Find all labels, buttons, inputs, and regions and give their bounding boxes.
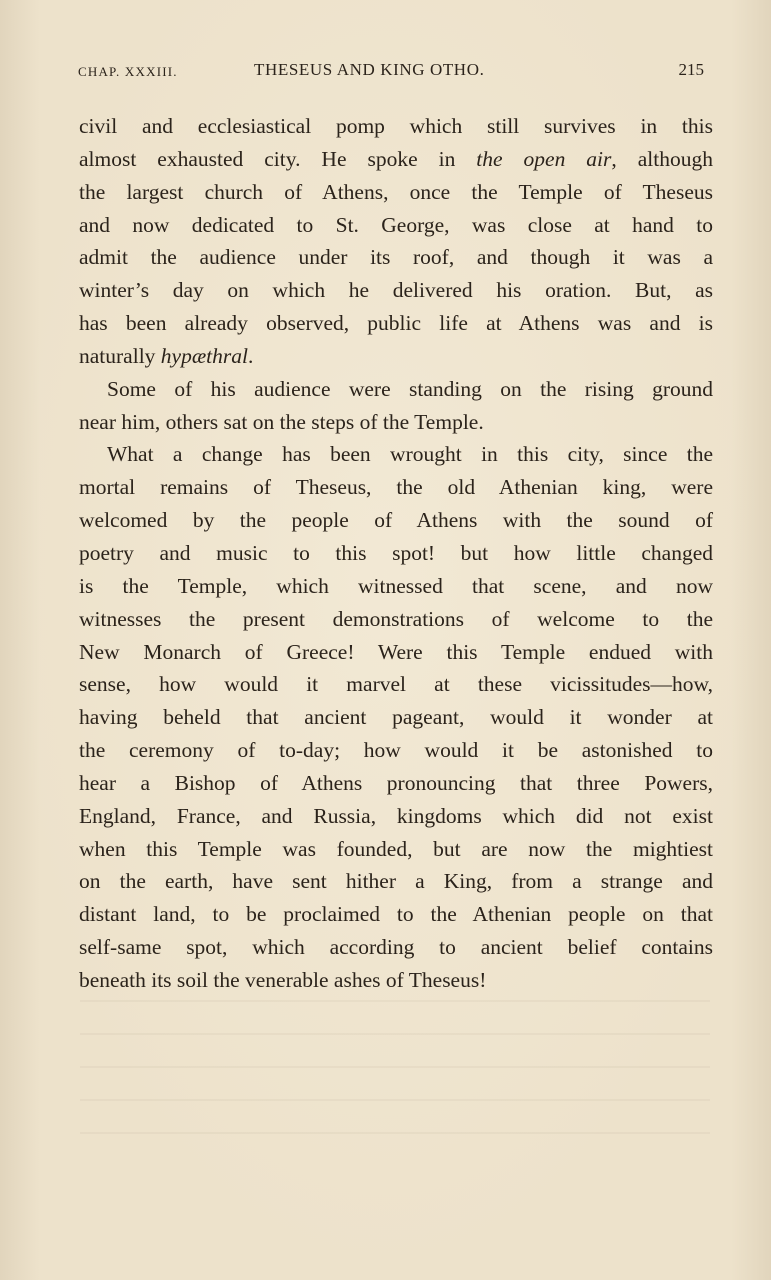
text-line	[79, 110, 713, 143]
text-run: almost exhausted city. He spoke in	[79, 146, 477, 171]
page-number: 215	[678, 60, 704, 79]
text-line	[79, 734, 713, 767]
text-line	[79, 865, 713, 898]
text-line	[79, 438, 713, 471]
text-run: sense, how would it marvel at these vicissitudes—how,	[79, 672, 713, 697]
italic-run: hypæthral	[160, 343, 248, 368]
text-line	[79, 471, 713, 504]
italic-run: the open air	[476, 146, 612, 171]
text-line	[79, 603, 713, 636]
text-line	[79, 931, 713, 964]
text-line	[79, 209, 713, 242]
body-text	[79, 110, 713, 997]
show-through-text	[80, 1000, 710, 1140]
text-run: , although	[611, 146, 713, 171]
text-line	[79, 668, 713, 701]
text-run: distant land, to be proclaimed to the Athenian people on that	[79, 902, 713, 927]
text-line	[79, 143, 713, 176]
text-line	[79, 504, 713, 537]
text-line	[79, 373, 713, 406]
chapter-label: CHAP. XXXIII.	[78, 64, 178, 79]
text-line	[79, 406, 713, 439]
text-line	[79, 636, 713, 669]
text-run: winter’s day on which he delivered his oration. But, as	[79, 278, 713, 303]
text-run: on the earth, have sent hither a King, from a strange and	[79, 869, 713, 894]
text-line	[79, 833, 713, 866]
text-run: England, France, and Russia, kingdoms which did not exist	[79, 803, 713, 828]
running-title: THESEUS AND KING OTHO.	[254, 60, 485, 79]
text-line	[79, 340, 713, 373]
text-run: near him, others sat on the steps of the Temple.	[79, 409, 484, 434]
text-run: New Monarch of Greece! Were this Temple endued with	[79, 639, 713, 664]
text-run: self-same spot, which according to ancient belief contains	[79, 935, 713, 960]
text-run: What a change has been wrought in this city, since the	[107, 442, 713, 467]
text-run: civil and ecclesiastical pomp which still survives in this	[79, 114, 713, 138]
text-run: welcomed by the people of Athens with the sound of	[79, 508, 713, 533]
text-line	[79, 176, 713, 209]
text-run: when this Temple was founded, but are now the mightiest	[79, 836, 713, 861]
text-line	[79, 701, 713, 734]
text-run: hear a Bishop of Athens pronouncing that three Powers,	[79, 770, 713, 795]
text-line	[79, 537, 713, 570]
text-run: poetry and music to this spot! but how little changed	[79, 540, 713, 565]
text-run: has been already observed, public life at Athens was and is	[79, 311, 713, 336]
text-run: and now dedicated to St. George, was close at hand to	[79, 212, 713, 237]
text-line	[79, 898, 713, 931]
text-line	[79, 767, 713, 800]
text-line	[79, 307, 713, 340]
text-line	[79, 800, 713, 833]
text-run: the largest church of Athens, once the Temple of Theseus	[79, 179, 713, 204]
text-run: is the Temple, which witnessed that scene, and now	[79, 573, 713, 598]
text-run: admit the audience under its roof, and though it was a	[79, 245, 713, 270]
running-header	[78, 58, 704, 88]
text-line	[79, 964, 713, 997]
text-run: .	[248, 343, 254, 368]
text-run: mortal remains of Theseus, the old Athenian king, were	[79, 475, 713, 500]
text-line	[79, 241, 713, 274]
text-run: having beheld that ancient pageant, would it wonder at	[79, 705, 713, 730]
text-run: Some of his audience were standing on the rising ground	[107, 376, 713, 401]
text-line	[79, 570, 713, 603]
text-run: the ceremony of to-day; how would it be astonished to	[79, 738, 713, 763]
text-run: beneath its soil the venerable ashes of Theseus!	[79, 967, 487, 992]
text-run: naturally	[79, 343, 161, 368]
text-line	[79, 274, 713, 307]
text-run: witnesses the present demonstrations of welcome to the	[79, 606, 713, 631]
